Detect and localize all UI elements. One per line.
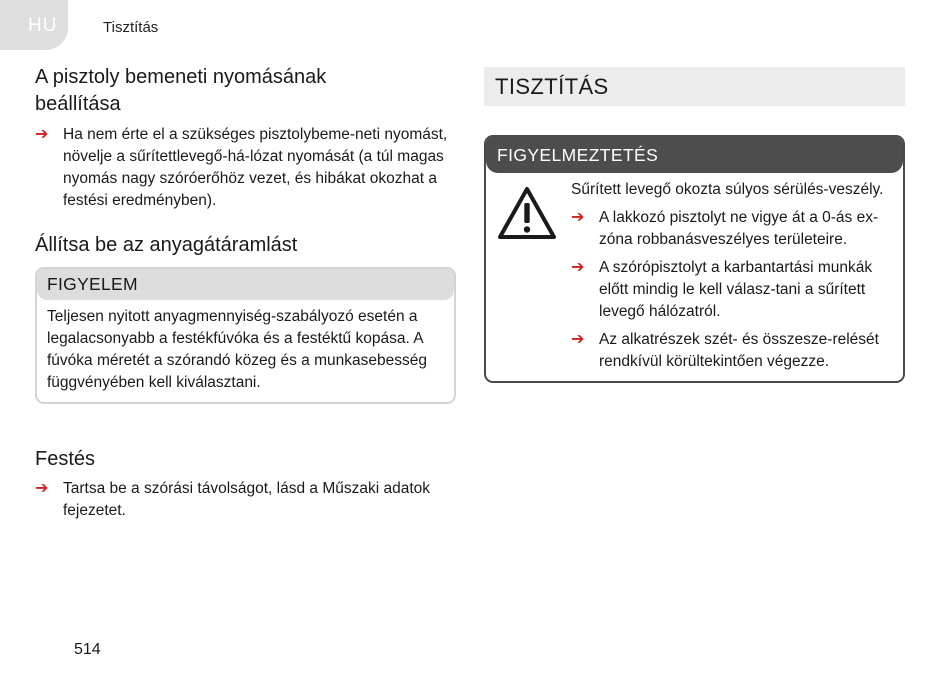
paint-heading: Festés [35,448,96,470]
arrow-right-icon: ➔ [35,480,49,497]
arrow-right-icon: ➔ [35,126,49,143]
pressure-bullet-text: Ha nem érte el a szükséges pisztolybeme-neti nyomást, növelje a sűrítettlevegő-há-lózat nyomását (a túl magas nyomás nagy szóróerőhöz vezet, és hibákat okozhat a festési eredményben). [63,126,448,209]
list-item [571,207,891,251]
notice-box [35,267,456,404]
warning-title: FIGYELMEZTETÉS [486,137,903,173]
list-item [35,124,456,212]
warning-triangle-icon [496,185,558,241]
warning-bullet-text: A lakkozó pisztolyt ne vigye át a 0-ás ex-zóna robbanásveszélyes területeire. [599,209,879,248]
language-tab [0,0,68,50]
arrow-right-icon: ➔ [571,259,585,276]
paint-bullet-text: Tartsa be a szórási távolságot, lásd a Műszaki adatok fejezetet. [63,480,431,519]
arrow-right-icon: ➔ [571,209,585,226]
left-column [35,64,456,522]
warning-box [484,135,905,383]
warning-body [486,173,903,381]
running-header: Tisztítás [103,19,159,36]
section-title: TISZTÍTÁS [484,67,905,106]
language-code: HU [28,15,58,36]
arrow-right-icon: ➔ [571,331,585,348]
list-item [571,329,891,373]
notice-title: FIGYELEM [37,269,454,300]
notice-text: Teljesen nyitott anyagmennyiség-szabályozó esetén a legalacsonyabb a festékfúvóka és a festéktű kopása. A fúvóka méretét a szórandó közeg és a munkasebesség függvényében kell kiválasztani. [47,308,427,391]
warning-intro: Sűrített levegő okozta súlyos sérülés-veszély. [571,181,884,198]
pressure-heading: A pisztoly bemeneti nyomásának beállítása [35,66,327,115]
right-column [484,67,905,383]
warning-bullet-text: Az alkatrészek szét- és összesze-relését rendkívül körültekintően végezze. [599,331,879,370]
flow-heading: Állítsa be az anyagátáramlást [35,234,298,256]
warning-bullet-text: A szórópisztolyt a karbantartási munkák előtt mindig le kell válasz-tani a sűrített levegő hálózatról. [599,259,873,320]
list-item [571,257,891,323]
page-number: 514 [74,641,101,658]
list-item [35,478,456,522]
